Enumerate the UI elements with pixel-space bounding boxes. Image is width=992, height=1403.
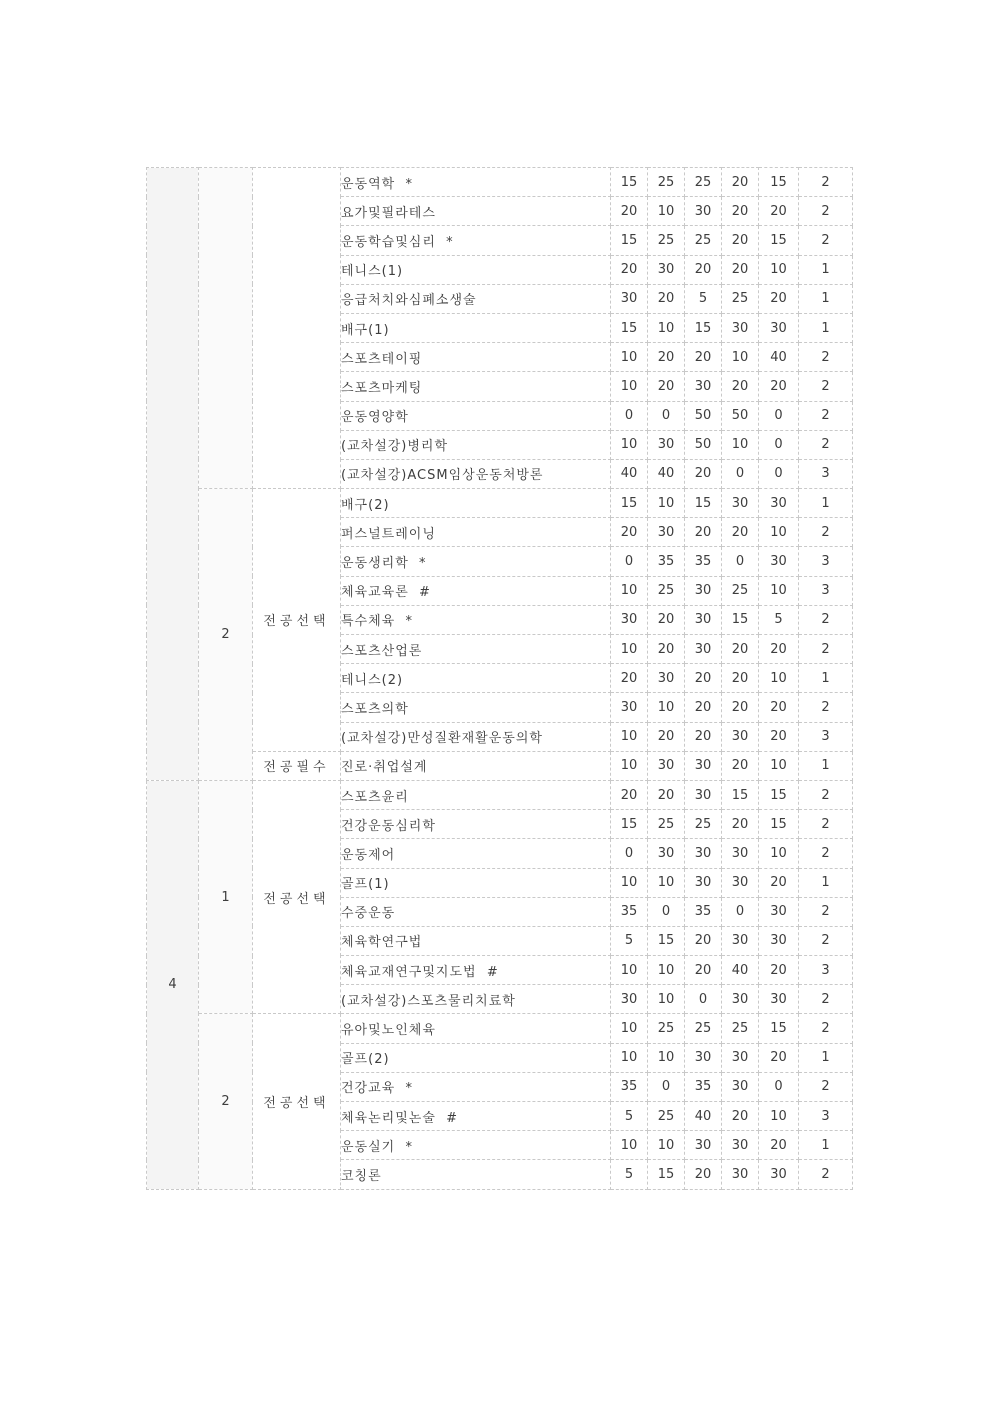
ratio-cell: 20 bbox=[648, 635, 685, 664]
ratio-cell: 15 bbox=[759, 168, 799, 197]
ratio-cell: 30 bbox=[685, 576, 722, 605]
credit-cell: 1 bbox=[799, 489, 853, 518]
table-row bbox=[147, 168, 853, 197]
ratio-cell: 30 bbox=[759, 897, 799, 926]
course-name-cell: (교차설강)병리학 bbox=[341, 430, 611, 459]
category-cell bbox=[253, 168, 341, 489]
course-name-cell: 골프(2) bbox=[341, 1043, 611, 1072]
credit-cell: 1 bbox=[799, 313, 853, 342]
ratio-cell: 15 bbox=[611, 489, 648, 518]
category-cell: 전공필수 bbox=[253, 751, 341, 780]
ratio-cell: 30 bbox=[722, 1131, 759, 1160]
ratio-cell: 10 bbox=[611, 722, 648, 751]
ratio-cell: 0 bbox=[611, 401, 648, 430]
ratio-cell: 10 bbox=[759, 839, 799, 868]
credit-cell: 2 bbox=[799, 518, 853, 547]
ratio-cell: 35 bbox=[611, 897, 648, 926]
ratio-cell: 20 bbox=[611, 197, 648, 226]
ratio-cell: 5 bbox=[685, 284, 722, 313]
ratio-cell: 20 bbox=[648, 284, 685, 313]
ratio-cell: 35 bbox=[685, 547, 722, 576]
course-name-cell: 특수체육 * bbox=[341, 605, 611, 634]
ratio-cell: 35 bbox=[611, 1072, 648, 1101]
ratio-cell: 30 bbox=[722, 1072, 759, 1101]
ratio-cell: 20 bbox=[611, 780, 648, 809]
ratio-cell: 5 bbox=[759, 605, 799, 634]
ratio-cell: 30 bbox=[759, 489, 799, 518]
ratio-cell: 35 bbox=[685, 897, 722, 926]
ratio-cell: 30 bbox=[648, 751, 685, 780]
ratio-cell: 10 bbox=[759, 518, 799, 547]
ratio-cell: 20 bbox=[722, 1102, 759, 1131]
ratio-cell: 25 bbox=[722, 576, 759, 605]
ratio-cell: 0 bbox=[722, 459, 759, 488]
ratio-cell: 15 bbox=[648, 1160, 685, 1189]
ratio-cell: 10 bbox=[611, 1014, 648, 1043]
ratio-cell: 10 bbox=[611, 343, 648, 372]
ratio-cell: 40 bbox=[759, 343, 799, 372]
credit-cell: 2 bbox=[799, 780, 853, 809]
ratio-cell: 20 bbox=[685, 693, 722, 722]
ratio-cell: 30 bbox=[722, 839, 759, 868]
ratio-cell: 20 bbox=[722, 664, 759, 693]
course-name-cell: 테니스(2) bbox=[341, 664, 611, 693]
ratio-cell: 20 bbox=[685, 518, 722, 547]
curriculum-table bbox=[146, 167, 853, 1190]
ratio-cell: 20 bbox=[685, 722, 722, 751]
category-cell: 전공선택 bbox=[253, 489, 341, 752]
course-name-cell: 운동생리학 * bbox=[341, 547, 611, 576]
ratio-cell: 25 bbox=[648, 168, 685, 197]
ratio-cell: 30 bbox=[759, 547, 799, 576]
ratio-cell: 10 bbox=[648, 197, 685, 226]
ratio-cell: 30 bbox=[685, 197, 722, 226]
credit-cell: 2 bbox=[799, 693, 853, 722]
ratio-cell: 10 bbox=[648, 985, 685, 1014]
ratio-cell: 15 bbox=[611, 810, 648, 839]
ratio-cell: 20 bbox=[611, 664, 648, 693]
credit-cell: 2 bbox=[799, 226, 853, 255]
credit-cell: 2 bbox=[799, 401, 853, 430]
ratio-cell: 20 bbox=[722, 810, 759, 839]
ratio-cell: 20 bbox=[685, 1160, 722, 1189]
ratio-cell: 25 bbox=[685, 1014, 722, 1043]
course-name-cell: 체육논리및논술 # bbox=[341, 1102, 611, 1131]
ratio-cell: 0 bbox=[648, 1072, 685, 1101]
ratio-cell: 20 bbox=[759, 1131, 799, 1160]
ratio-cell: 20 bbox=[722, 372, 759, 401]
ratio-cell: 20 bbox=[759, 372, 799, 401]
ratio-cell: 10 bbox=[611, 372, 648, 401]
course-name-cell: 스포츠테이핑 bbox=[341, 343, 611, 372]
semester-cell bbox=[199, 168, 253, 489]
ratio-cell: 30 bbox=[685, 605, 722, 634]
course-name-cell: 배구(1) bbox=[341, 313, 611, 342]
ratio-cell: 20 bbox=[759, 1043, 799, 1072]
ratio-cell: 25 bbox=[722, 284, 759, 313]
year-cell bbox=[147, 168, 199, 781]
ratio-cell: 20 bbox=[611, 518, 648, 547]
credit-cell: 2 bbox=[799, 605, 853, 634]
ratio-cell: 15 bbox=[611, 313, 648, 342]
ratio-cell: 30 bbox=[722, 1043, 759, 1072]
course-name-cell: (교차설강)만성질환재활운동의학 bbox=[341, 722, 611, 751]
ratio-cell: 35 bbox=[685, 1072, 722, 1101]
ratio-cell: 30 bbox=[648, 839, 685, 868]
credit-cell: 3 bbox=[799, 956, 853, 985]
credit-cell: 2 bbox=[799, 839, 853, 868]
ratio-cell: 30 bbox=[722, 985, 759, 1014]
course-name-cell: 체육학연구법 bbox=[341, 926, 611, 955]
credit-cell: 2 bbox=[799, 1160, 853, 1189]
credit-cell: 1 bbox=[799, 255, 853, 284]
ratio-cell: 10 bbox=[722, 343, 759, 372]
credit-cell: 2 bbox=[799, 168, 853, 197]
ratio-cell: 20 bbox=[685, 926, 722, 955]
credit-cell: 1 bbox=[799, 664, 853, 693]
ratio-cell: 10 bbox=[611, 1043, 648, 1072]
ratio-cell: 25 bbox=[685, 168, 722, 197]
ratio-cell: 10 bbox=[611, 635, 648, 664]
ratio-cell: 30 bbox=[722, 926, 759, 955]
ratio-cell: 30 bbox=[685, 751, 722, 780]
ratio-cell: 25 bbox=[648, 810, 685, 839]
category-cell: 전공선택 bbox=[253, 1014, 341, 1189]
ratio-cell: 10 bbox=[611, 1131, 648, 1160]
semester-cell: 2 bbox=[199, 1014, 253, 1189]
course-name-cell: 건강운동심리학 bbox=[341, 810, 611, 839]
credit-cell: 3 bbox=[799, 459, 853, 488]
ratio-cell: 30 bbox=[648, 255, 685, 284]
ratio-cell: 20 bbox=[759, 722, 799, 751]
ratio-cell: 10 bbox=[611, 956, 648, 985]
course-name-cell: 요가및필라테스 bbox=[341, 197, 611, 226]
ratio-cell: 20 bbox=[759, 693, 799, 722]
ratio-cell: 25 bbox=[648, 1102, 685, 1131]
course-name-cell: 스포츠마케팅 bbox=[341, 372, 611, 401]
ratio-cell: 30 bbox=[759, 926, 799, 955]
credit-cell: 2 bbox=[799, 985, 853, 1014]
year-cell: 4 bbox=[147, 780, 199, 1189]
ratio-cell: 0 bbox=[648, 897, 685, 926]
table-row bbox=[147, 751, 853, 780]
course-name-cell: 스포츠의학 bbox=[341, 693, 611, 722]
ratio-cell: 0 bbox=[685, 985, 722, 1014]
ratio-cell: 30 bbox=[685, 780, 722, 809]
ratio-cell: 20 bbox=[648, 605, 685, 634]
ratio-cell: 15 bbox=[685, 489, 722, 518]
ratio-cell: 30 bbox=[722, 489, 759, 518]
course-name-cell: 테니스(1) bbox=[341, 255, 611, 284]
ratio-cell: 20 bbox=[759, 635, 799, 664]
table-row bbox=[147, 489, 853, 518]
course-name-cell: 배구(2) bbox=[341, 489, 611, 518]
ratio-cell: 10 bbox=[759, 751, 799, 780]
ratio-cell: 20 bbox=[611, 255, 648, 284]
ratio-cell: 20 bbox=[648, 780, 685, 809]
ratio-cell: 20 bbox=[685, 664, 722, 693]
course-name-cell: 스포츠윤리 bbox=[341, 780, 611, 809]
ratio-cell: 30 bbox=[611, 985, 648, 1014]
ratio-cell: 30 bbox=[722, 868, 759, 897]
ratio-cell: 0 bbox=[759, 401, 799, 430]
ratio-cell: 10 bbox=[648, 868, 685, 897]
ratio-cell: 20 bbox=[759, 284, 799, 313]
credit-cell: 1 bbox=[799, 284, 853, 313]
ratio-cell: 30 bbox=[722, 1160, 759, 1189]
ratio-cell: 10 bbox=[759, 255, 799, 284]
ratio-cell: 10 bbox=[648, 1131, 685, 1160]
ratio-cell: 30 bbox=[685, 1131, 722, 1160]
ratio-cell: 50 bbox=[685, 401, 722, 430]
course-name-cell: 운동제어 bbox=[341, 839, 611, 868]
ratio-cell: 40 bbox=[722, 956, 759, 985]
ratio-cell: 20 bbox=[759, 956, 799, 985]
credit-cell: 1 bbox=[799, 1043, 853, 1072]
ratio-cell: 30 bbox=[722, 313, 759, 342]
credit-cell: 2 bbox=[799, 810, 853, 839]
ratio-cell: 30 bbox=[685, 868, 722, 897]
credit-cell: 1 bbox=[799, 751, 853, 780]
course-name-cell: 진로·취업설계 bbox=[341, 751, 611, 780]
ratio-cell: 30 bbox=[685, 372, 722, 401]
ratio-cell: 40 bbox=[611, 459, 648, 488]
ratio-cell: 15 bbox=[611, 226, 648, 255]
ratio-cell: 20 bbox=[685, 343, 722, 372]
ratio-cell: 10 bbox=[648, 1043, 685, 1072]
ratio-cell: 25 bbox=[685, 226, 722, 255]
ratio-cell: 25 bbox=[648, 226, 685, 255]
credit-cell: 2 bbox=[799, 372, 853, 401]
ratio-cell: 15 bbox=[759, 1014, 799, 1043]
course-name-cell: 운동실기 * bbox=[341, 1131, 611, 1160]
credit-cell: 3 bbox=[799, 722, 853, 751]
course-name-cell: (교차설강)ACSM임상운동처방론 bbox=[341, 459, 611, 488]
ratio-cell: 25 bbox=[685, 810, 722, 839]
ratio-cell: 0 bbox=[759, 459, 799, 488]
course-name-cell: 수중운동 bbox=[341, 897, 611, 926]
course-name-cell: 건강교육 * bbox=[341, 1072, 611, 1101]
ratio-cell: 30 bbox=[685, 1043, 722, 1072]
credit-cell: 2 bbox=[799, 897, 853, 926]
ratio-cell: 20 bbox=[685, 255, 722, 284]
course-name-cell: (교차설강)스포츠물리치료학 bbox=[341, 985, 611, 1014]
ratio-cell: 30 bbox=[648, 518, 685, 547]
course-name-cell: 퍼스널트레이닝 bbox=[341, 518, 611, 547]
ratio-cell: 0 bbox=[759, 1072, 799, 1101]
ratio-cell: 30 bbox=[759, 1160, 799, 1189]
credit-cell: 2 bbox=[799, 635, 853, 664]
ratio-cell: 20 bbox=[648, 343, 685, 372]
ratio-cell: 10 bbox=[648, 693, 685, 722]
table-row bbox=[147, 1014, 853, 1043]
ratio-cell: 50 bbox=[685, 430, 722, 459]
ratio-cell: 15 bbox=[759, 810, 799, 839]
ratio-cell: 30 bbox=[611, 605, 648, 634]
credit-cell: 3 bbox=[799, 547, 853, 576]
ratio-cell: 30 bbox=[648, 664, 685, 693]
course-name-cell: 응급처치와심폐소생술 bbox=[341, 284, 611, 313]
ratio-cell: 10 bbox=[611, 576, 648, 605]
ratio-cell: 30 bbox=[685, 635, 722, 664]
credit-cell: 3 bbox=[799, 576, 853, 605]
course-name-cell: 운동학습및심리 * bbox=[341, 226, 611, 255]
ratio-cell: 10 bbox=[759, 664, 799, 693]
ratio-cell: 20 bbox=[685, 459, 722, 488]
ratio-cell: 20 bbox=[648, 372, 685, 401]
ratio-cell: 30 bbox=[722, 722, 759, 751]
ratio-cell: 20 bbox=[759, 197, 799, 226]
course-name-cell: 유아및노인체육 bbox=[341, 1014, 611, 1043]
ratio-cell: 30 bbox=[611, 284, 648, 313]
course-name-cell: 체육교육론 # bbox=[341, 576, 611, 605]
ratio-cell: 40 bbox=[648, 459, 685, 488]
credit-cell: 2 bbox=[799, 197, 853, 226]
ratio-cell: 15 bbox=[722, 605, 759, 634]
credit-cell: 2 bbox=[799, 343, 853, 372]
ratio-cell: 0 bbox=[722, 547, 759, 576]
ratio-cell: 5 bbox=[611, 1160, 648, 1189]
ratio-cell: 20 bbox=[722, 693, 759, 722]
credit-cell: 3 bbox=[799, 1102, 853, 1131]
credit-cell: 2 bbox=[799, 430, 853, 459]
ratio-cell: 0 bbox=[648, 401, 685, 430]
ratio-cell: 5 bbox=[611, 1102, 648, 1131]
ratio-cell: 20 bbox=[722, 168, 759, 197]
ratio-cell: 35 bbox=[648, 547, 685, 576]
ratio-cell: 10 bbox=[722, 430, 759, 459]
ratio-cell: 25 bbox=[648, 1014, 685, 1043]
course-name-cell: 코칭론 bbox=[341, 1160, 611, 1189]
ratio-cell: 10 bbox=[611, 751, 648, 780]
ratio-cell: 10 bbox=[759, 1102, 799, 1131]
course-name-cell: 체육교재연구및지도법 # bbox=[341, 956, 611, 985]
ratio-cell: 25 bbox=[722, 1014, 759, 1043]
ratio-cell: 15 bbox=[722, 780, 759, 809]
ratio-cell: 10 bbox=[648, 956, 685, 985]
ratio-cell: 10 bbox=[611, 868, 648, 897]
ratio-cell: 15 bbox=[611, 168, 648, 197]
ratio-cell: 0 bbox=[611, 547, 648, 576]
ratio-cell: 20 bbox=[759, 868, 799, 897]
ratio-cell: 10 bbox=[759, 576, 799, 605]
ratio-cell: 15 bbox=[685, 313, 722, 342]
ratio-cell: 0 bbox=[722, 897, 759, 926]
ratio-cell: 10 bbox=[648, 489, 685, 518]
ratio-cell: 40 bbox=[685, 1102, 722, 1131]
category-cell: 전공선택 bbox=[253, 780, 341, 1014]
semester-cell: 2 bbox=[199, 489, 253, 781]
credit-cell: 1 bbox=[799, 1131, 853, 1160]
ratio-cell: 0 bbox=[611, 839, 648, 868]
credit-cell: 2 bbox=[799, 1072, 853, 1101]
ratio-cell: 30 bbox=[759, 313, 799, 342]
ratio-cell: 30 bbox=[685, 839, 722, 868]
ratio-cell: 20 bbox=[722, 226, 759, 255]
ratio-cell: 20 bbox=[648, 722, 685, 751]
credit-cell: 2 bbox=[799, 1014, 853, 1043]
ratio-cell: 15 bbox=[648, 926, 685, 955]
ratio-cell: 30 bbox=[611, 693, 648, 722]
ratio-cell: 30 bbox=[648, 430, 685, 459]
course-name-cell: 운동영양학 bbox=[341, 401, 611, 430]
credit-cell: 1 bbox=[799, 868, 853, 897]
semester-cell: 1 bbox=[199, 780, 253, 1014]
ratio-cell: 20 bbox=[722, 255, 759, 284]
ratio-cell: 25 bbox=[648, 576, 685, 605]
ratio-cell: 5 bbox=[611, 926, 648, 955]
ratio-cell: 50 bbox=[722, 401, 759, 430]
ratio-cell: 10 bbox=[611, 430, 648, 459]
ratio-cell: 20 bbox=[722, 751, 759, 780]
course-name-cell: 스포츠산업론 bbox=[341, 635, 611, 664]
ratio-cell: 20 bbox=[685, 956, 722, 985]
ratio-cell: 20 bbox=[722, 197, 759, 226]
ratio-cell: 10 bbox=[648, 313, 685, 342]
ratio-cell: 15 bbox=[759, 226, 799, 255]
course-name-cell: 골프(1) bbox=[341, 868, 611, 897]
ratio-cell: 15 bbox=[759, 780, 799, 809]
course-name-cell: 운동역학 * bbox=[341, 168, 611, 197]
ratio-cell: 20 bbox=[722, 635, 759, 664]
table-row bbox=[147, 780, 853, 809]
ratio-cell: 30 bbox=[759, 985, 799, 1014]
credit-cell: 2 bbox=[799, 926, 853, 955]
ratio-cell: 0 bbox=[759, 430, 799, 459]
ratio-cell: 20 bbox=[722, 518, 759, 547]
